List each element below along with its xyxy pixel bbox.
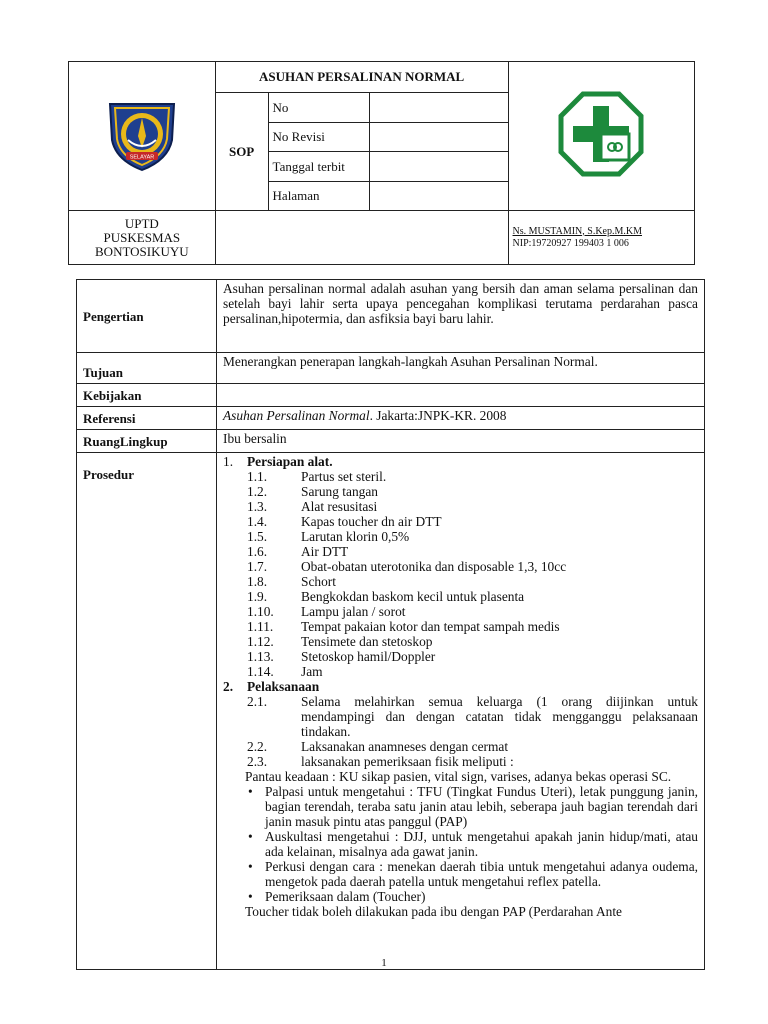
crest-ribbon-text: SELAYAR — [129, 154, 155, 161]
s1-item-text: Jam — [301, 664, 323, 679]
s2-item — [223, 754, 698, 769]
s2-item-text: Selama melahirkan semua keluarga (1 orang diijinkan untuk mendampingi dan dengan catatan tidak mengganggu pelaksanaan tindakan. — [301, 694, 698, 739]
s1-item-number: 1.13. — [247, 649, 274, 664]
s1-item-text: Sarung tangan — [301, 484, 378, 499]
page-number: 1 — [381, 957, 387, 969]
s1-item-number: 1.3. — [247, 499, 268, 514]
section-2-heading — [223, 679, 698, 694]
referensi-text — [217, 407, 705, 430]
s1-item-text: Air DTT — [301, 544, 349, 559]
section-1-title: Persiapan alat. — [247, 454, 333, 469]
section-2-title: Pelaksanaan — [247, 679, 320, 694]
s2-item — [223, 694, 698, 739]
referensi-label: Referensi — [77, 407, 217, 430]
s1-item-number: 1.11. — [247, 619, 274, 634]
section-1-list — [223, 469, 698, 679]
s2-item-number: 2.1. — [247, 694, 268, 709]
s1-item-text: Bengkokdan baskom kecil untuk plasenta — [301, 589, 525, 604]
sop-content-table — [76, 279, 705, 970]
field-value-tanggal — [370, 152, 508, 181]
blank-cell — [215, 211, 508, 265]
s1-item — [223, 574, 698, 589]
s1-item — [223, 649, 698, 664]
ruang-lingkup-text: Ibu bersalin — [217, 430, 705, 453]
referensi-publisher: . Jakarta:JNPK-KR. 2008 — [369, 408, 507, 423]
s1-item — [223, 634, 698, 649]
prosedur-content — [217, 453, 705, 970]
pengertian-label: Pengertian — [77, 280, 217, 353]
org-line-2: PUSKESMAS — [103, 229, 181, 245]
kebijakan-label: Kebijakan — [77, 384, 217, 407]
s2-item — [223, 739, 698, 754]
s1-item-text: Tensimete dan stetoskop — [301, 634, 433, 649]
field-value-halaman — [370, 181, 508, 210]
ruang-lingkup-label: RuangLingkup — [77, 430, 217, 453]
s1-item-text: Schort — [301, 574, 336, 589]
s1-item — [223, 619, 698, 634]
s1-item — [223, 469, 698, 484]
s1-item-text: Tempat pakaian kotor dan tempat sampah medis — [301, 619, 560, 634]
organization-name — [69, 211, 216, 265]
s1-item-number: 1.9. — [247, 589, 268, 604]
s2-item-number: 2.2. — [247, 739, 268, 754]
s1-item-number: 1.14. — [247, 664, 274, 679]
exam-bullet-item: • Perkusi dengan cara : menekan daerah tibia untuk mengetahui adanya oudema, mengetok pada daerah patella untuk mengetahui reflex patella. — [265, 859, 698, 889]
s1-item-number: 1.4. — [247, 514, 268, 529]
s1-item-number: 1.8. — [247, 574, 268, 589]
s1-item-number: 1.1. — [247, 469, 268, 484]
s1-item-number: 1.5. — [247, 529, 268, 544]
field-value-revisi — [370, 122, 508, 151]
s1-item-number: 1.6. — [247, 544, 268, 559]
s1-item — [223, 514, 698, 529]
referensi-title: Asuhan Persalinan Normal — [223, 408, 370, 423]
signer-name: Ns. MUSTAMIN, S.Kep.M.KM — [512, 225, 643, 237]
signer-nip: NIP:19720927 199403 1 006 — [512, 237, 629, 249]
toucher-note: Toucher tidak boleh dilakukan pada ibu dengan PAP (Perdarahan Ante — [245, 904, 623, 919]
s1-item — [223, 604, 698, 619]
org-line-3: BONTOSIKUYU — [95, 243, 189, 259]
regency-crest-cell — [69, 62, 216, 211]
s2-item-text: laksanakan pemeriksaan fisik meliputi : — [301, 754, 514, 769]
tujuan-label: Tujuan — [77, 353, 217, 384]
field-label-tanggal: Tanggal terbit — [268, 152, 370, 181]
s1-item-text: Lampu jalan / sorot — [301, 604, 406, 619]
s1-item — [223, 529, 698, 544]
signer-cell — [508, 211, 694, 265]
puskesmas-logo-cell — [508, 62, 694, 211]
s1-item-number: 1.10. — [247, 604, 274, 619]
sop-header-table — [68, 61, 695, 265]
s2-item-number: 2.3. — [247, 754, 268, 769]
org-line-1: UPTD — [124, 215, 159, 231]
field-value-no — [370, 93, 508, 122]
s1-item — [223, 499, 698, 514]
s1-item-text: Partus set steril. — [301, 469, 387, 484]
s1-item-text: Kapas toucher dn air DTT — [301, 514, 442, 529]
tujuan-text: Menerangkan penerapan langkah-langkah Asuhan Persalinan Normal. — [217, 353, 705, 384]
s2-item-text: Laksanakan anamneses dengan cermat — [301, 739, 509, 754]
s1-item — [223, 484, 698, 499]
regency-crest-icon — [102, 94, 182, 174]
puskesmas-logo-icon — [557, 90, 645, 178]
pengertian-text: Asuhan persalinan normal adalah asuhan yang bersih dan aman selama persalinan dan setelah bayi lahir serta upaya pencegahan komplikasi terutama perdarahan pasca persalinan,hipotermia, dan asfiksia bayi baru lahir. — [217, 280, 705, 353]
s1-item-number: 1.12. — [247, 634, 274, 649]
s1-item — [223, 544, 698, 559]
s1-item-text: Obat-obatan uterotonika dan disposable 1,3, 10cc — [301, 559, 567, 574]
s1-item-number: 1.2. — [247, 484, 268, 499]
section-2-list — [223, 694, 698, 769]
exam-bullet-item: • Auskultasi mengetahui : DJJ, untuk mengetahui apakah janin hidup/mati, atau ada kelainan, misalnya ada gawat janin. — [265, 829, 698, 859]
exam-bullet-list — [223, 784, 698, 904]
pantau-paragraph: Pantau keadaan : KU sikap pasien, vital sign, varises, adanya bekas operasi SC. — [245, 769, 672, 784]
s1-item — [223, 589, 698, 604]
field-label-revisi: No Revisi — [268, 122, 370, 151]
section-2-number: 2. — [223, 679, 234, 694]
field-label-no: No — [268, 93, 370, 122]
exam-bullet-item: • Palpasi untuk mengetahui : TFU (Tingkat Fundus Uteri), letak punggung janin, bagian terendah, teraba satu janin atau lebih, seberapa jauh bagian terendah dari janin masuk pintu atas panggul (PAP) — [265, 784, 698, 829]
kebijakan-text — [217, 384, 705, 407]
field-label-halaman: Halaman — [268, 181, 370, 210]
exam-bullet-item: • Pemeriksaan dalam (Toucher) — [265, 889, 698, 904]
s1-item-text: Stetoskop hamil/Doppler — [301, 649, 436, 664]
section-1-heading — [223, 454, 698, 469]
s1-item-text: Alat resusitasi — [301, 499, 378, 514]
s1-item-number: 1.7. — [247, 559, 268, 574]
sop-label: SOP — [215, 93, 268, 211]
prosedur-label: Prosedur — [77, 453, 217, 970]
section-1-number: 1. — [223, 454, 234, 469]
s1-item — [223, 664, 698, 679]
sop-title: ASUHAN PERSALINAN NORMAL — [215, 62, 508, 93]
s1-item — [223, 559, 698, 574]
s1-item-text: Larutan klorin 0,5% — [301, 529, 410, 544]
